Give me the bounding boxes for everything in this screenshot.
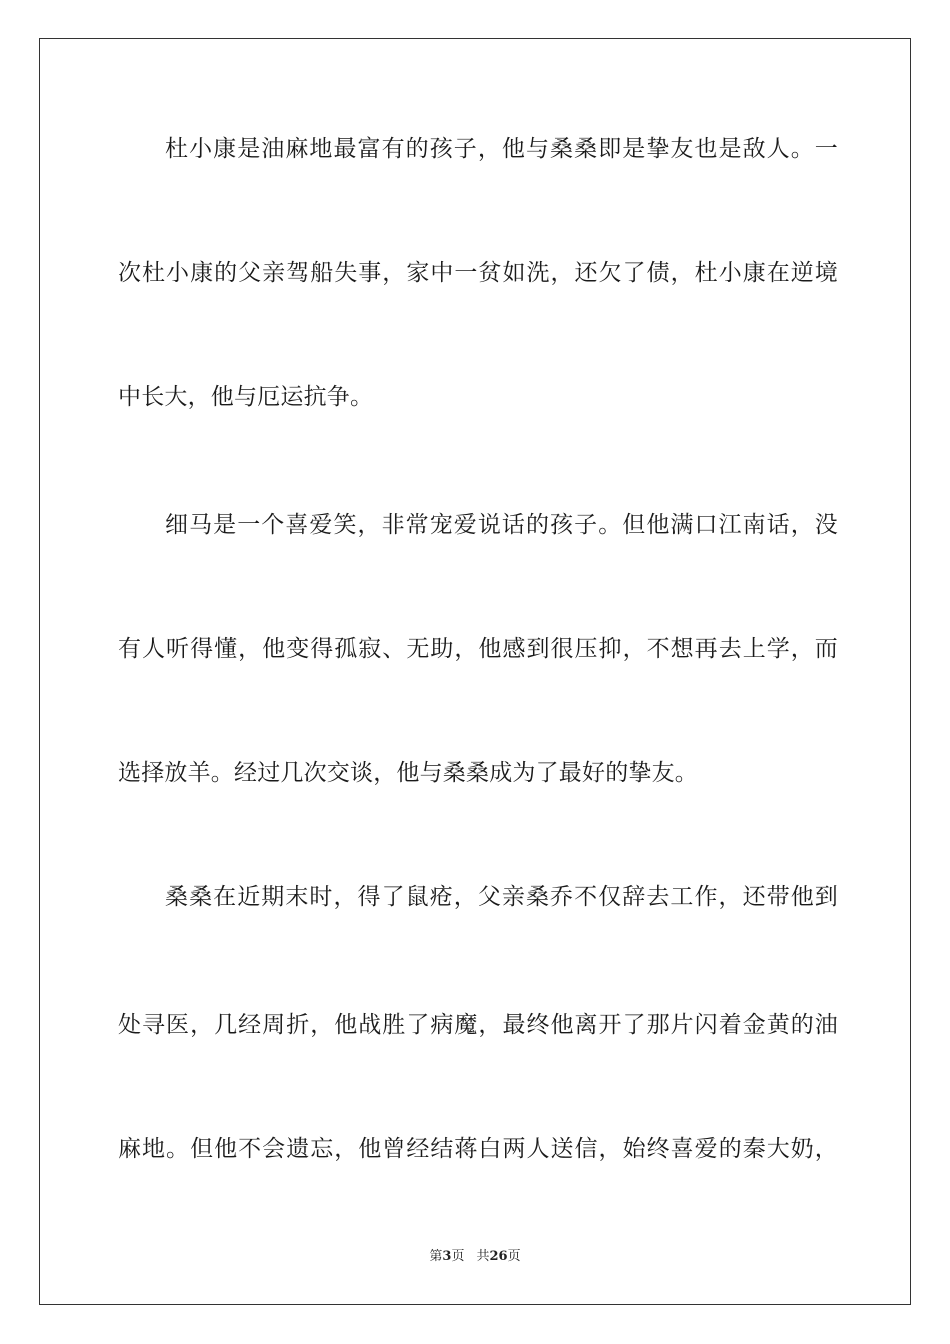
total-suffix: 页 [507,1249,521,1264]
paragraph-3-line-1: 桑桑在近期末时，得了鼠疮，父亲桑乔不仅辞去工作，还带他到 [165,884,838,910]
page-total: 26 [489,1249,508,1264]
total-prefix: 共 [476,1249,490,1264]
paragraph-2-line-3: 选择放羊。经过几次交谈，他与桑桑成为了最好的挚友。 [118,760,698,786]
page-current: 3 [442,1249,452,1264]
paragraph-1-line-1: 杜小康是油麻地最富有的孩子，他与桑桑即是挚友也是敌人。一 [165,136,838,162]
page-prefix: 第 [429,1249,443,1264]
paragraph-3-line-3: 麻地。但他不会遗忘，他曾经结蒋白两人送信，始终喜爱的秦大奶， [118,1136,838,1162]
paragraph-3-line-2: 处寻医，几经周折，他战胜了病魔，最终他离开了那片闪着金黄的油 [118,1012,838,1038]
paragraph-2-line-1: 细马是一个喜爱笑，非常宠爱说话的孩子。但他满口江南话，没 [165,512,838,538]
page-border [39,38,911,1305]
paragraph-2-line-2: 有人听得懂，他变得孤寂、无助，他感到很压抑，不想再去上学，而 [118,636,838,662]
page-footer [0,1248,950,1266]
paragraph-1-line-2: 次杜小康的父亲驾船失事，家中一贫如洗，还欠了债，杜小康在逆境 [118,260,838,286]
paragraph-1-line-3: 中长大，他与厄运抗争。 [118,384,374,410]
page-suffix: 页 [451,1249,465,1264]
